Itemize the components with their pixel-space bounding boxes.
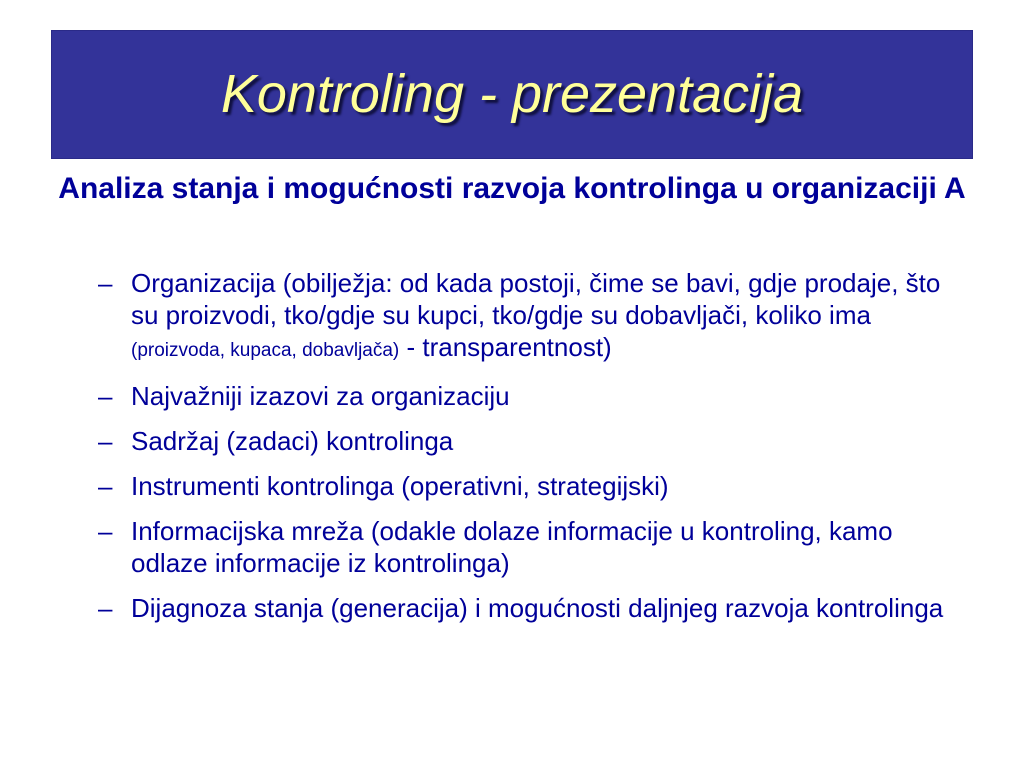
bullet-dash: – — [98, 426, 113, 456]
bullet-dash: – — [98, 593, 113, 623]
slide-title: Kontroling - prezentacija — [220, 64, 804, 124]
bullet-item-organizacija — [98, 267, 958, 367]
slide-heading: Analiza stanja i mogućnosti razvoja kontrolinga u organizaciji A — [58, 172, 966, 205]
bullet-item-instrumenti — [98, 470, 958, 502]
bullet-text: Instrumenti kontrolinga (operativni, strategijski) — [131, 471, 669, 501]
bullet-dash: – — [98, 516, 113, 546]
bullet-text-main: Organizacija (obilježja: od kada postoji, čime se bavi, gdje prodaje, što su proizvodi, tko/gdje su kupci, tko/gdje su dobavljači, koliko ima — [131, 268, 941, 330]
bullet-text: Najvažniji izazovi za organizaciju — [131, 381, 510, 411]
bullet-text-end: - transparentnost) — [399, 332, 612, 362]
bullet-list — [98, 267, 958, 637]
bullet-item-dijagnoza — [98, 592, 958, 624]
bullet-text: Informacijska mreža (odakle dolaze informacije u kontroling, kamo odlaze informacije iz kontrolinga) — [131, 516, 893, 578]
bullet-item-izazovi — [98, 380, 958, 412]
bullet-text: Dijagnoza stanja (generacija) i mogućnosti daljnjeg razvoja kontrolinga — [131, 593, 944, 623]
bullet-text-small: (proizvoda, kupaca, dobavljača) — [131, 340, 400, 361]
bullet-dash: – — [98, 381, 113, 411]
bullet-text: Sadržaj (zadaci) kontrolinga — [131, 426, 454, 456]
title-bar — [51, 30, 973, 159]
bullet-item-sadrzaj — [98, 425, 958, 457]
bullet-dash: – — [98, 471, 113, 501]
bullet-dash: – — [98, 268, 113, 298]
bullet-item-informacijska-mreza — [98, 515, 958, 579]
